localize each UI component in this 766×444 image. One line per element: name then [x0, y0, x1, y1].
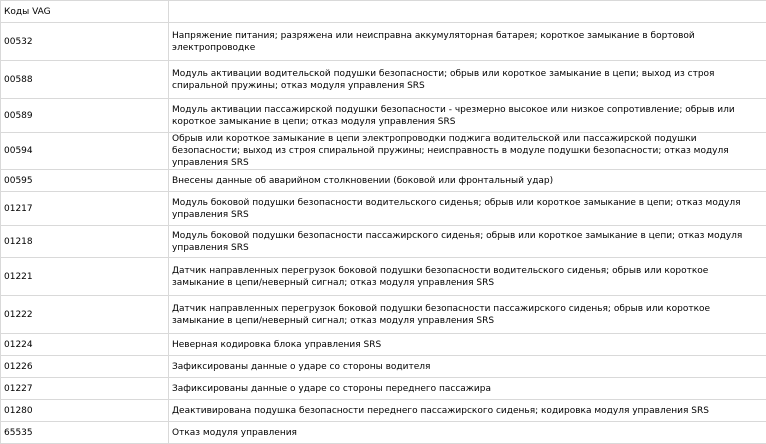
description-cell: Модуль активации пассажирской подушки безопасности - чрезмерно высокое или низкое сопротивление; обрыв или короткое замыкание в цепи; отказ модуля управления SRS: [169, 99, 766, 133]
table-row: [1, 378, 766, 400]
description-cell: Модуль боковой подушки безопасности пассажирского сиденья; обрыв или короткое замыкание в цепи; отказ модуля управления SRS: [169, 226, 766, 258]
code-cell: 00532: [1, 23, 169, 61]
description-cell: Внесены данные об аварийном столкновении (боковой или фронтальный удар): [169, 170, 766, 192]
table-row: [1, 192, 766, 226]
description-cell: Напряжение питания; разряжена или неисправна аккумуляторная батарея; короткое замыкание в бортовой электропроводке: [169, 23, 766, 61]
code-cell: 01226: [1, 356, 169, 378]
table-row: [1, 400, 766, 422]
table-row: [1, 296, 766, 334]
description-cell: Деактивирована подушка безопасности переднего пассажирского сиденья; кодировка модуля управления SRS: [169, 400, 766, 422]
table-row: [1, 23, 766, 61]
code-cell: 00595: [1, 170, 169, 192]
table-row: [1, 133, 766, 170]
description-cell: Модуль боковой подушки безопасности водительского сиденья; обрыв или короткое замыкание в цепи; отказ модуля управления SRS: [169, 192, 766, 226]
description-cell: Неверная кодировка блока управления SRS: [169, 334, 766, 356]
code-cell: 01221: [1, 258, 169, 296]
table-row: [1, 334, 766, 356]
code-cell: 00594: [1, 133, 169, 170]
header-row: [1, 1, 766, 23]
description-cell: Модуль активации водительской подушки безопасности; обрыв или короткое замыкание в цепи; выход из строя спиральной пружины; отказ модуля управления SRS: [169, 61, 766, 99]
code-cell: 01227: [1, 378, 169, 400]
header-code-cell: Коды VAG: [1, 1, 169, 23]
table-row: [1, 422, 766, 444]
description-cell: Датчик направленных перегрузок боковой подушки безопасности водительского сиденья; обрыв или короткое замыкание в цепи/неверный сигнал; отказ модуля управления SRS: [169, 258, 766, 296]
table-row: [1, 226, 766, 258]
code-cell: 00588: [1, 61, 169, 99]
vag-codes-body: [1, 1, 766, 444]
code-cell: 65535: [1, 422, 169, 444]
code-cell: 01218: [1, 226, 169, 258]
code-cell: 01222: [1, 296, 169, 334]
description-cell: Отказ модуля управления: [169, 422, 766, 444]
description-cell: Датчик направленных перегрузок боковой подушки безопасности пассажирского сиденья; обрыв или короткое замыкание в цепи/неверный сигнал; отказ модуля управления SRS: [169, 296, 766, 334]
code-cell: 01217: [1, 192, 169, 226]
code-cell: 00589: [1, 99, 169, 133]
description-cell: Зафиксированы данные о ударе со стороны водителя: [169, 356, 766, 378]
code-cell: 01224: [1, 334, 169, 356]
description-cell: Зафиксированы данные о ударе со стороны переднего пассажира: [169, 378, 766, 400]
header-desc-cell: [169, 1, 766, 23]
table-row: [1, 99, 766, 133]
table-row: [1, 170, 766, 192]
code-cell: 01280: [1, 400, 169, 422]
table-row: [1, 356, 766, 378]
description-cell: Обрыв или короткое замыкание в цепи электропроводки поджига водительской или пассажирской подушки безопасности; выход из строя спиральной пружины; неисправность в модуле подушки безопасности; отказ модуля управления SRS: [169, 133, 766, 170]
table-row: [1, 258, 766, 296]
table-row: [1, 61, 766, 99]
